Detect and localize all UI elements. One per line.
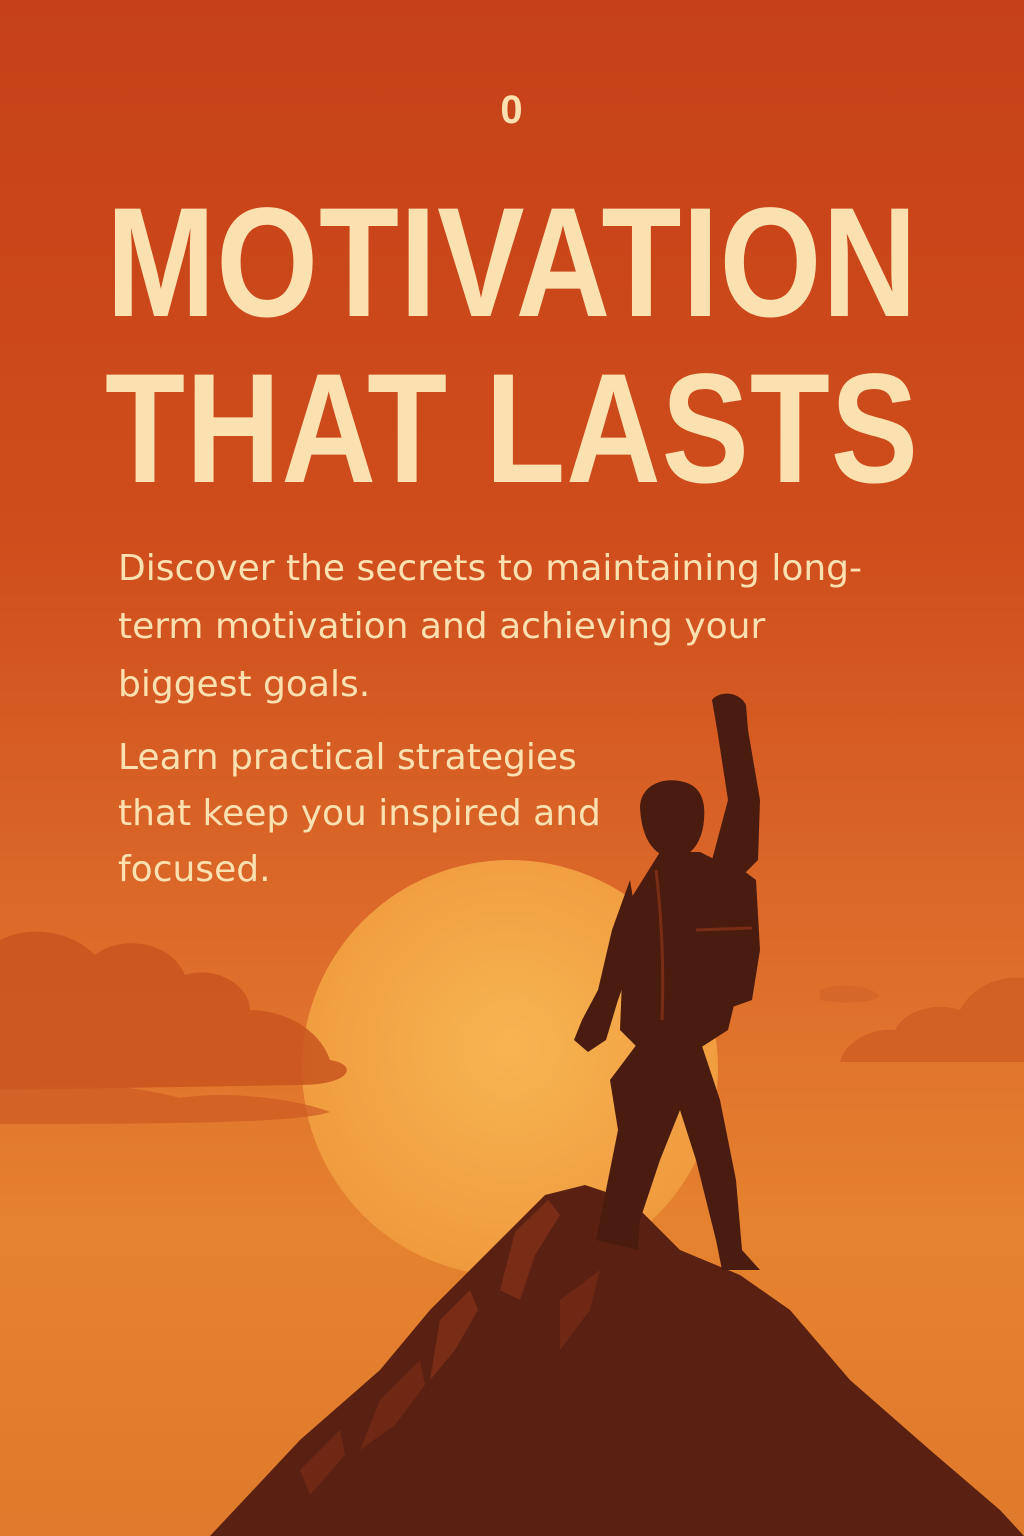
top-mark: 0 (500, 88, 524, 132)
title-line-1: MOTIVATION (106, 176, 918, 350)
lead-paragraph: Discover the secrets to maintaining long-term motivation and achieving your biggest goals. (118, 548, 863, 705)
cloud-left-lower (0, 1084, 330, 1124)
cloud-right-small (820, 985, 880, 1002)
title-line-2: THAT LASTS (105, 342, 919, 516)
strategies-paragraph: Learn practical strategies that keep you inspired and focused. (118, 737, 601, 890)
cloud-left (0, 932, 347, 1090)
poster-title (82, 176, 942, 516)
